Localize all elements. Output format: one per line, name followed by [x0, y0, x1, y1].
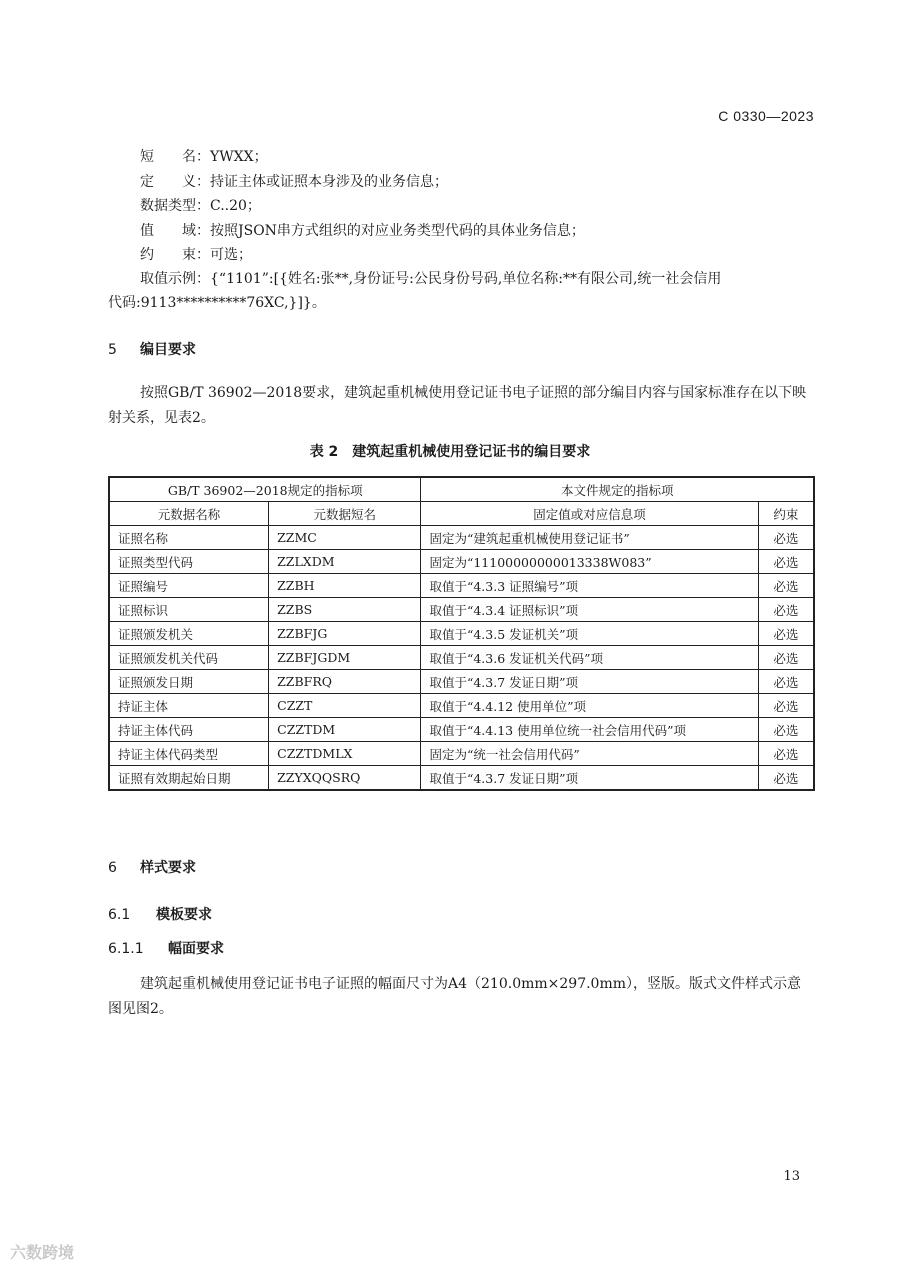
table-cell: 证照颁发机关代码	[109, 646, 269, 670]
table-cell: 证照标识	[109, 598, 269, 622]
table-cell: 必选	[758, 718, 814, 742]
table-cell: CZZT	[269, 694, 421, 718]
field-short-name: 短 名：YWXX；	[140, 149, 268, 165]
table-col-header: 约束	[758, 502, 814, 526]
field-data-type: 数据类型：C..20；	[140, 198, 261, 214]
table-cell: 持证主体代码	[109, 718, 269, 742]
table-col-header: 元数据名称	[109, 502, 269, 526]
section-5-heading	[108, 339, 196, 359]
table-cell: 必选	[758, 598, 814, 622]
table-cell: ZZBFJG	[269, 622, 421, 646]
table-cell: 固定为“统一社会信用代码”	[421, 742, 758, 766]
table-cell: 取值于“4.3.7 发证日期”项	[421, 670, 758, 694]
table-cell: 固定为“11100000000013338W083”	[421, 550, 758, 574]
section-title: 幅面要求	[168, 941, 224, 957]
table-cell: 必选	[758, 670, 814, 694]
table-group-header-gbt: GB/T 36902—2018规定的指标项	[109, 477, 421, 502]
section-number: 6	[108, 860, 117, 876]
table-cell: 必选	[758, 574, 814, 598]
table-cell: 取值于“4.3.4 证照标识”项	[421, 598, 758, 622]
table-group-header-this-doc: 本文件规定的指标项	[421, 477, 814, 502]
table-caption: 表 2 建筑起重机械使用登记证书的编目要求	[309, 444, 591, 460]
table-cell: 必选	[758, 742, 814, 766]
table-cell: 证照有效期起始日期	[109, 766, 269, 791]
table-row	[109, 670, 814, 694]
section-title: 编目要求	[140, 342, 196, 358]
table-cell: 必选	[758, 694, 814, 718]
section-number: 6.1	[108, 907, 131, 923]
document-code: C 0330—2023	[718, 108, 814, 124]
table-row	[109, 526, 814, 550]
table-cell: CZZTDMLX	[269, 742, 421, 766]
table-cell: 必选	[758, 526, 814, 550]
table-row	[109, 742, 814, 766]
section-6-heading	[108, 857, 196, 877]
table-cell: 固定为“建筑起重机械使用登记证书”	[421, 526, 758, 550]
section-6-1-heading	[108, 904, 212, 924]
table-col-header: 元数据短名	[269, 502, 421, 526]
table-col-header: 固定值或对应信息项	[421, 502, 758, 526]
table-cell: ZZLXDM	[269, 550, 421, 574]
table-row	[109, 622, 814, 646]
table-cell: ZZBS	[269, 598, 421, 622]
table-cell: 持证主体代码类型	[109, 742, 269, 766]
section-6-1-1-paragraph: 建筑起重机械使用登记证书电子证照的幅面尺寸为A4（210.0mm×297.0mm），竖版。版式文件样式示意图见图2。	[108, 976, 802, 1017]
table-cell: ZZMC	[269, 526, 421, 550]
table-row	[109, 694, 814, 718]
table-cell: 证照颁发机关	[109, 622, 269, 646]
table-cell: 必选	[758, 550, 814, 574]
table-cell: 取值于“4.4.13 使用单位统一社会信用代码”项	[421, 718, 758, 742]
catalog-table	[108, 476, 815, 791]
field-example-line2: 代码:9113**********76XC,}]}。	[108, 295, 326, 311]
field-constraint: 约 束：可选；	[140, 247, 252, 263]
section-title: 模板要求	[156, 907, 212, 923]
table-cell: ZZBFRQ	[269, 670, 421, 694]
table-row	[109, 550, 814, 574]
section-title: 样式要求	[140, 860, 196, 876]
table-cell: 证照名称	[109, 526, 269, 550]
table-cell: 必选	[758, 646, 814, 670]
table-cell: 取值于“4.4.12 使用单位”项	[421, 694, 758, 718]
field-example-line1: 取值示例：{“1101”:[{姓名:张**,身份证号:公民身份号码,单位名称:**有限公司,统一社会信用	[140, 271, 722, 287]
field-value-domain: 值 域：按照JSON串方式组织的对应业务类型代码的具体业务信息；	[140, 223, 585, 239]
table-row	[109, 646, 814, 670]
table-cell: 必选	[758, 766, 814, 791]
table-cell: 取值于“4.3.6 发证机关代码”项	[421, 646, 758, 670]
table-cell: 持证主体	[109, 694, 269, 718]
table-row	[109, 574, 814, 598]
table-cell: 证照颁发日期	[109, 670, 269, 694]
table-cell: ZZYXQQSRQ	[269, 766, 421, 791]
table-cell: CZZTDM	[269, 718, 421, 742]
table-cell: 取值于“4.3.5 发证机关”项	[421, 622, 758, 646]
section-6-1-1-heading	[108, 938, 224, 958]
section-number: 6.1.1	[108, 941, 144, 957]
table-cell: 必选	[758, 622, 814, 646]
table-row	[109, 718, 814, 742]
table-cell: 取值于“4.3.3 证照编号”项	[421, 574, 758, 598]
table-row	[109, 598, 814, 622]
table-cell: 证照类型代码	[109, 550, 269, 574]
section-5-paragraph: 按照GB/T 36902—2018要求，建筑起重机械使用登记证书电子证照的部分编目内容与国家标准存在以下映射关系，见表2。	[108, 385, 807, 426]
table-row	[109, 766, 814, 791]
table-cell: 证照编号	[109, 574, 269, 598]
watermark-logo: 六数跨境	[10, 1243, 75, 1262]
page-number: 13	[783, 1169, 800, 1184]
table-cell: ZZBFJGDM	[269, 646, 421, 670]
section-number: 5	[108, 342, 117, 358]
table-cell: ZZBH	[269, 574, 421, 598]
field-definition: 定 义：持证主体或证照本身涉及的业务信息；	[140, 174, 448, 190]
table-cell: 取值于“4.3.7 发证日期”项	[421, 766, 758, 791]
